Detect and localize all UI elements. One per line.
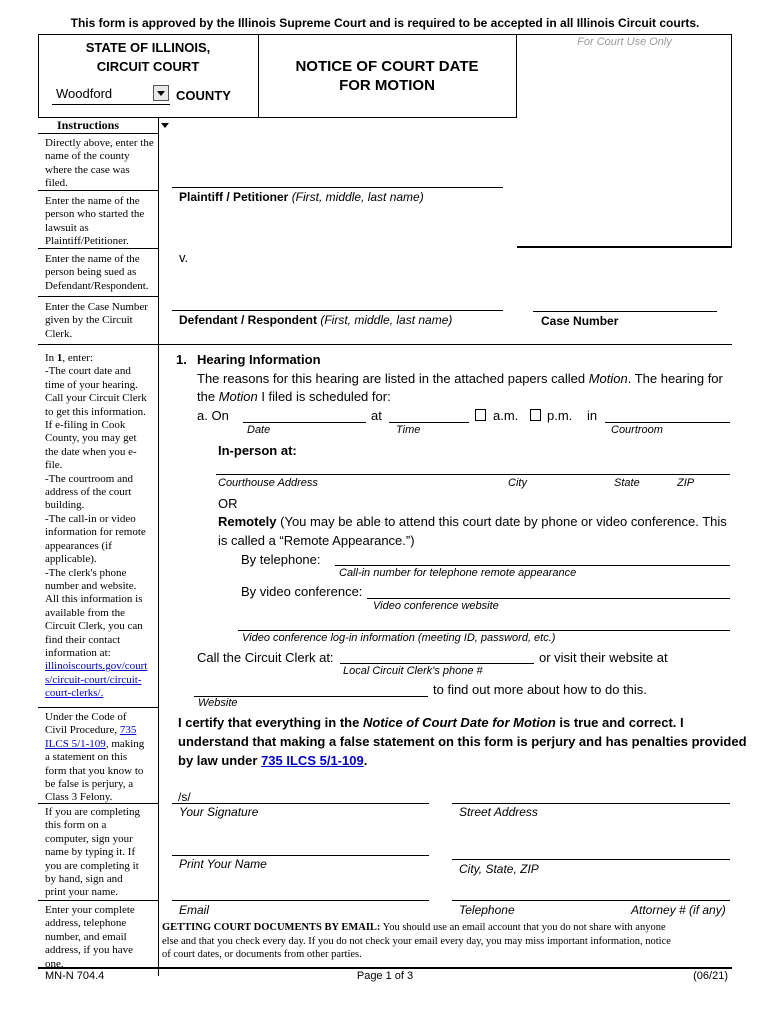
city-caption: City xyxy=(508,477,527,489)
clerk-directory-link[interactable]: illinoiscourts.gov/court s/circuit-court/circuit- court-clerks/. xyxy=(45,660,148,700)
courthouse-address-field[interactable] xyxy=(216,474,730,475)
clerk-phone-caption: Local Circuit Clerk's phone # xyxy=(343,665,483,677)
date-caption: Date xyxy=(247,424,271,436)
in-label: in xyxy=(587,408,598,423)
case-number-field[interactable] xyxy=(533,311,717,312)
or-label: OR xyxy=(218,496,238,511)
state-caption: State xyxy=(614,477,640,489)
item-a-label: a. On xyxy=(197,408,229,423)
by-video-label: By video conference: xyxy=(241,584,363,599)
phone-caption: Call-in number for telephone remote appearance xyxy=(339,567,577,579)
certify-line-1: I certify that everything in the Notice of Court Date for Motion is true and correct. I xyxy=(178,715,684,730)
case-number-label: Case Number xyxy=(541,314,619,328)
section-number: 1. xyxy=(176,352,187,367)
signing-help: If you are completing this form on a computer, sign your name by typing it. If you are completing it by hand, sign and print your name. xyxy=(45,806,140,899)
court-use-box xyxy=(517,34,732,247)
city-state-zip-field[interactable] xyxy=(452,859,730,860)
statute-link[interactable]: 735 xyxy=(119,724,137,737)
at-label: at xyxy=(371,408,382,423)
courtroom-caption: Courtroom xyxy=(611,424,663,436)
certify-line-2: understand that making a false statement on this form is perjury and has penalties provided xyxy=(178,734,747,749)
defendant-label: Defendant / Respondent (First, middle, last name) xyxy=(179,313,453,327)
caret-down-icon xyxy=(161,123,170,129)
telephone-attorney-field[interactable] xyxy=(452,900,730,901)
certify-line-3: by law under 735 ILCS 5/1-109. xyxy=(178,753,368,768)
video-login-field[interactable] xyxy=(238,630,730,631)
street-address-field[interactable] xyxy=(452,803,730,804)
statute-link-2[interactable]: ILCS 5/1-109 xyxy=(45,737,106,750)
in-person-label: In-person at: xyxy=(218,443,297,458)
signature-field[interactable] xyxy=(172,803,429,804)
revision-date: (06/21) xyxy=(693,970,728,982)
hearing-help: In 1, enter: -The court date and time of your hearing. Call your Circuit Clerk to get this information. If e-filing in Cook County, you may get the date when you e- file. -The courtroom and address of the court building. -The call-in or video information for remote appearances (if applicable). -The clerk's phone number and website. All this information is available from the Circuit Clerk, you can find their contact information at: illinoiscourts.gov/court s/circuit-court/circuit- court-clerks/. xyxy=(45,352,157,701)
county-select[interactable] xyxy=(52,84,170,105)
contact-help: Enter your complete address, telephone number, and email address, if you have one. xyxy=(45,904,135,970)
video-website-field[interactable] xyxy=(367,598,730,599)
case-number-help: Enter the Case Number given by the Circuit Clerk. xyxy=(45,301,148,340)
defendant-field[interactable] xyxy=(172,310,503,311)
email-notice: GETTING COURT DOCUMENTS BY EMAIL: You should use an email account that you do not share with anyone else and that you check every day. If you do not check your email every day, you may miss important information, notice of court dates, or documents from other parties. xyxy=(162,922,671,960)
telephone-caption: Telephone xyxy=(459,903,515,917)
find-out-text: to find out more about how to do this. xyxy=(433,682,647,697)
signature-caption: Your Signature xyxy=(179,805,259,819)
pm-label: p.m. xyxy=(547,408,573,423)
remote-text-2: is called a “Remote Appearance.”) xyxy=(218,533,415,548)
state-line: STATE OF ILLINOIS, xyxy=(85,40,211,55)
email-field[interactable] xyxy=(172,900,429,901)
perjury-help: Under the Code of Civil Procedure, 735 ILCS 5/1-109, making a statement on this form that you know to be false is perjury, a Class 3 Felony. xyxy=(45,711,145,804)
defendant-help: Enter the name of the person being sued as Defendant/Respondent. xyxy=(45,253,149,292)
login-caption: Video conference log-in information (meeting ID, password, etc.) xyxy=(242,632,556,644)
call-clerk-label: Call the Circuit Clerk at: xyxy=(197,650,334,665)
city-state-zip-caption: City, State, ZIP xyxy=(459,862,539,876)
clerk-phone-field[interactable] xyxy=(340,663,534,664)
plaintiff-field[interactable] xyxy=(172,187,503,188)
statute-link-3[interactable]: 735 ILCS 5/1-109 xyxy=(261,753,364,768)
hearing-text-2: the Motion I filed is scheduled for: xyxy=(197,389,391,404)
email-caption: Email xyxy=(179,903,210,917)
street-address-caption: Street Address xyxy=(459,805,538,819)
court-use-label: For Court Use Only xyxy=(577,36,672,48)
zip-caption: ZIP xyxy=(677,477,695,489)
telephone-field[interactable] xyxy=(335,565,730,566)
section-heading: Hearing Information xyxy=(197,352,321,367)
county-label: COUNTY xyxy=(176,88,231,103)
instructions-label: Instructions xyxy=(57,118,120,132)
county-help: Directly above, enter the name of the county where the case was filed. xyxy=(45,137,154,190)
print-name-caption: Print Your Name xyxy=(179,857,267,871)
by-telephone-label: By telephone: xyxy=(241,552,321,567)
page-number: Page 1 of 3 xyxy=(356,970,414,982)
am-label: a.m. xyxy=(493,408,519,423)
or-visit-label: or visit their website at xyxy=(539,650,668,665)
remote-text: Remotely (You may be able to attend this court date by phone or video conference. This xyxy=(218,514,727,529)
time-field[interactable] xyxy=(389,422,469,423)
print-name-field[interactable] xyxy=(172,855,429,856)
pm-checkbox[interactable] xyxy=(530,409,541,421)
date-field[interactable] xyxy=(243,422,366,423)
versus-label: v. xyxy=(179,250,189,265)
video-caption: Video conference website xyxy=(373,600,499,612)
attorney-caption: Attorney # (if any) xyxy=(631,903,726,917)
chevron-down-icon[interactable] xyxy=(153,85,169,101)
form-id: MN-N 704.4 xyxy=(45,970,105,982)
plaintiff-label: Plaintiff / Petitioner (First, middle, last name) xyxy=(179,190,424,204)
am-checkbox[interactable] xyxy=(475,409,486,421)
hearing-text-1: The reasons for this hearing are listed in the attached papers called Motion. The hearing for xyxy=(197,371,723,386)
time-caption: Time xyxy=(396,424,421,436)
website-caption: Website xyxy=(198,697,238,709)
circuit-court-line: CIRCUIT COURT xyxy=(96,59,200,74)
approval-notice: This form is approved by the Illinois Supreme Court and is required to be accepted in all Illinois Circuit courts. xyxy=(70,16,700,30)
form-title-line1: NOTICE OF COURT DATE xyxy=(295,58,479,75)
plaintiff-help: Enter the name of the person who started the lawsuit as Plaintiff/Petitioner. xyxy=(45,195,145,248)
signature-value: /s/ xyxy=(178,790,191,804)
instructions-toggle[interactable] xyxy=(38,118,158,134)
courtroom-field[interactable] xyxy=(605,422,730,423)
address-caption: Courthouse Address xyxy=(218,477,318,489)
county-value: Woodford xyxy=(56,86,113,101)
form-title-line2: FOR MOTION xyxy=(339,77,435,94)
